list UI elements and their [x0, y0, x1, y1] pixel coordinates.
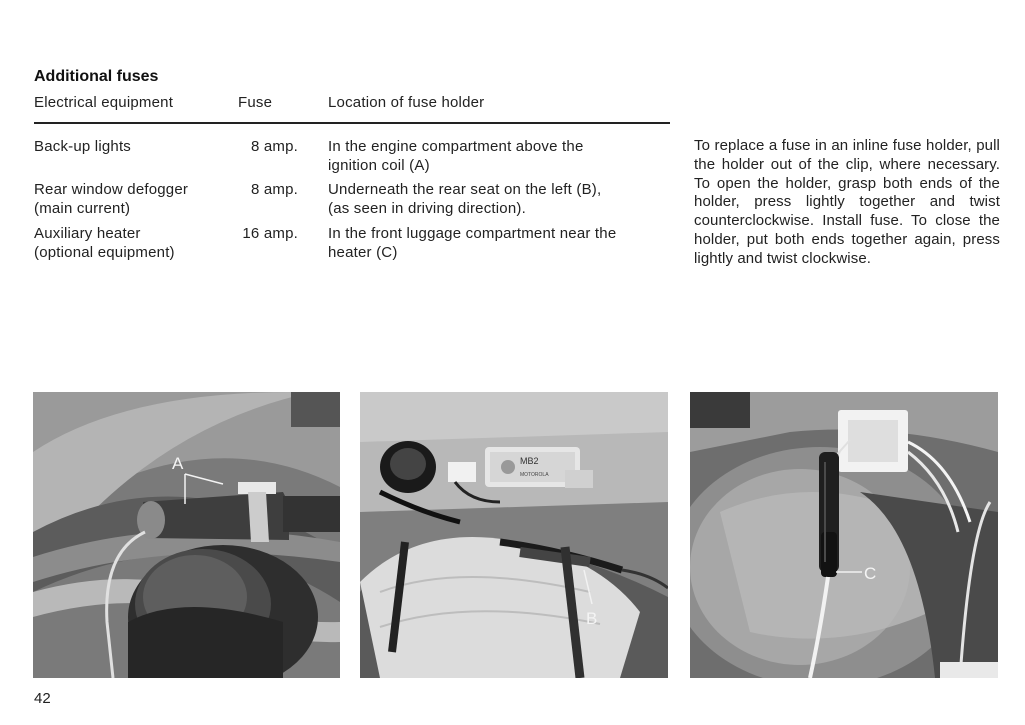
column-header-equipment: Electrical equipment — [34, 94, 174, 111]
table-row-1-location — [328, 138, 584, 175]
table-row-2-equipment — [34, 181, 188, 218]
table-row-3-equipment — [34, 225, 175, 262]
table-row-2-fuse: 8 amp. — [250, 181, 298, 198]
page-number: 42 — [34, 690, 51, 707]
column-header-fuse: Fuse — [238, 94, 273, 111]
location-line: ignition coil (A) — [328, 156, 430, 174]
table-row-1-equipment — [34, 138, 131, 157]
equipment-line: Auxiliary heater — [34, 225, 141, 242]
equipment-line: (main current) — [34, 199, 131, 217]
section-heading: Additional fuses — [34, 68, 159, 85]
equipment-line: Back-up lights — [34, 138, 132, 155]
location-line: In the engine compartment above the — [328, 138, 584, 155]
table-header-rule — [34, 122, 670, 124]
location-line: Underneath the rear seat on the left (B), — [328, 181, 602, 198]
photo-label-b: B — [586, 609, 598, 628]
module-marking: MB2 — [520, 456, 539, 466]
table-row-3-fuse: 16 amp. — [242, 225, 298, 242]
location-line: heater (C) — [328, 243, 398, 261]
module-brand: MOTOROLA — [520, 472, 549, 478]
location-line: In the front luggage compartment near the — [328, 225, 617, 242]
equipment-line: Rear window defogger — [34, 181, 189, 198]
table-row-2-location — [328, 181, 601, 218]
equipment-line: (optional equipment) — [34, 243, 175, 261]
column-header-location: Location of fuse holder — [328, 94, 485, 111]
photo-label-c: C — [864, 564, 877, 583]
table-row-3-location — [328, 225, 616, 262]
photo-engine-compartment — [33, 392, 340, 678]
photo-label-a: A — [172, 454, 184, 473]
fuse-replacement-instructions: To replace a fuse in an inline fuse holder, pull the holder out of the clip, where necessary. To open the holder, grasp both ends of the holder, press lightly together and twist counterclockwise. Install fuse. To close the holder, put both ends together again, press lightly and twist clockwise. — [694, 137, 1000, 267]
location-line: (as seen in driving direction). — [328, 199, 526, 217]
table-row-1-fuse: 8 amp. — [250, 138, 298, 155]
photo-rear-seat-area — [360, 392, 668, 678]
photo-front-luggage-compartment — [690, 392, 998, 678]
